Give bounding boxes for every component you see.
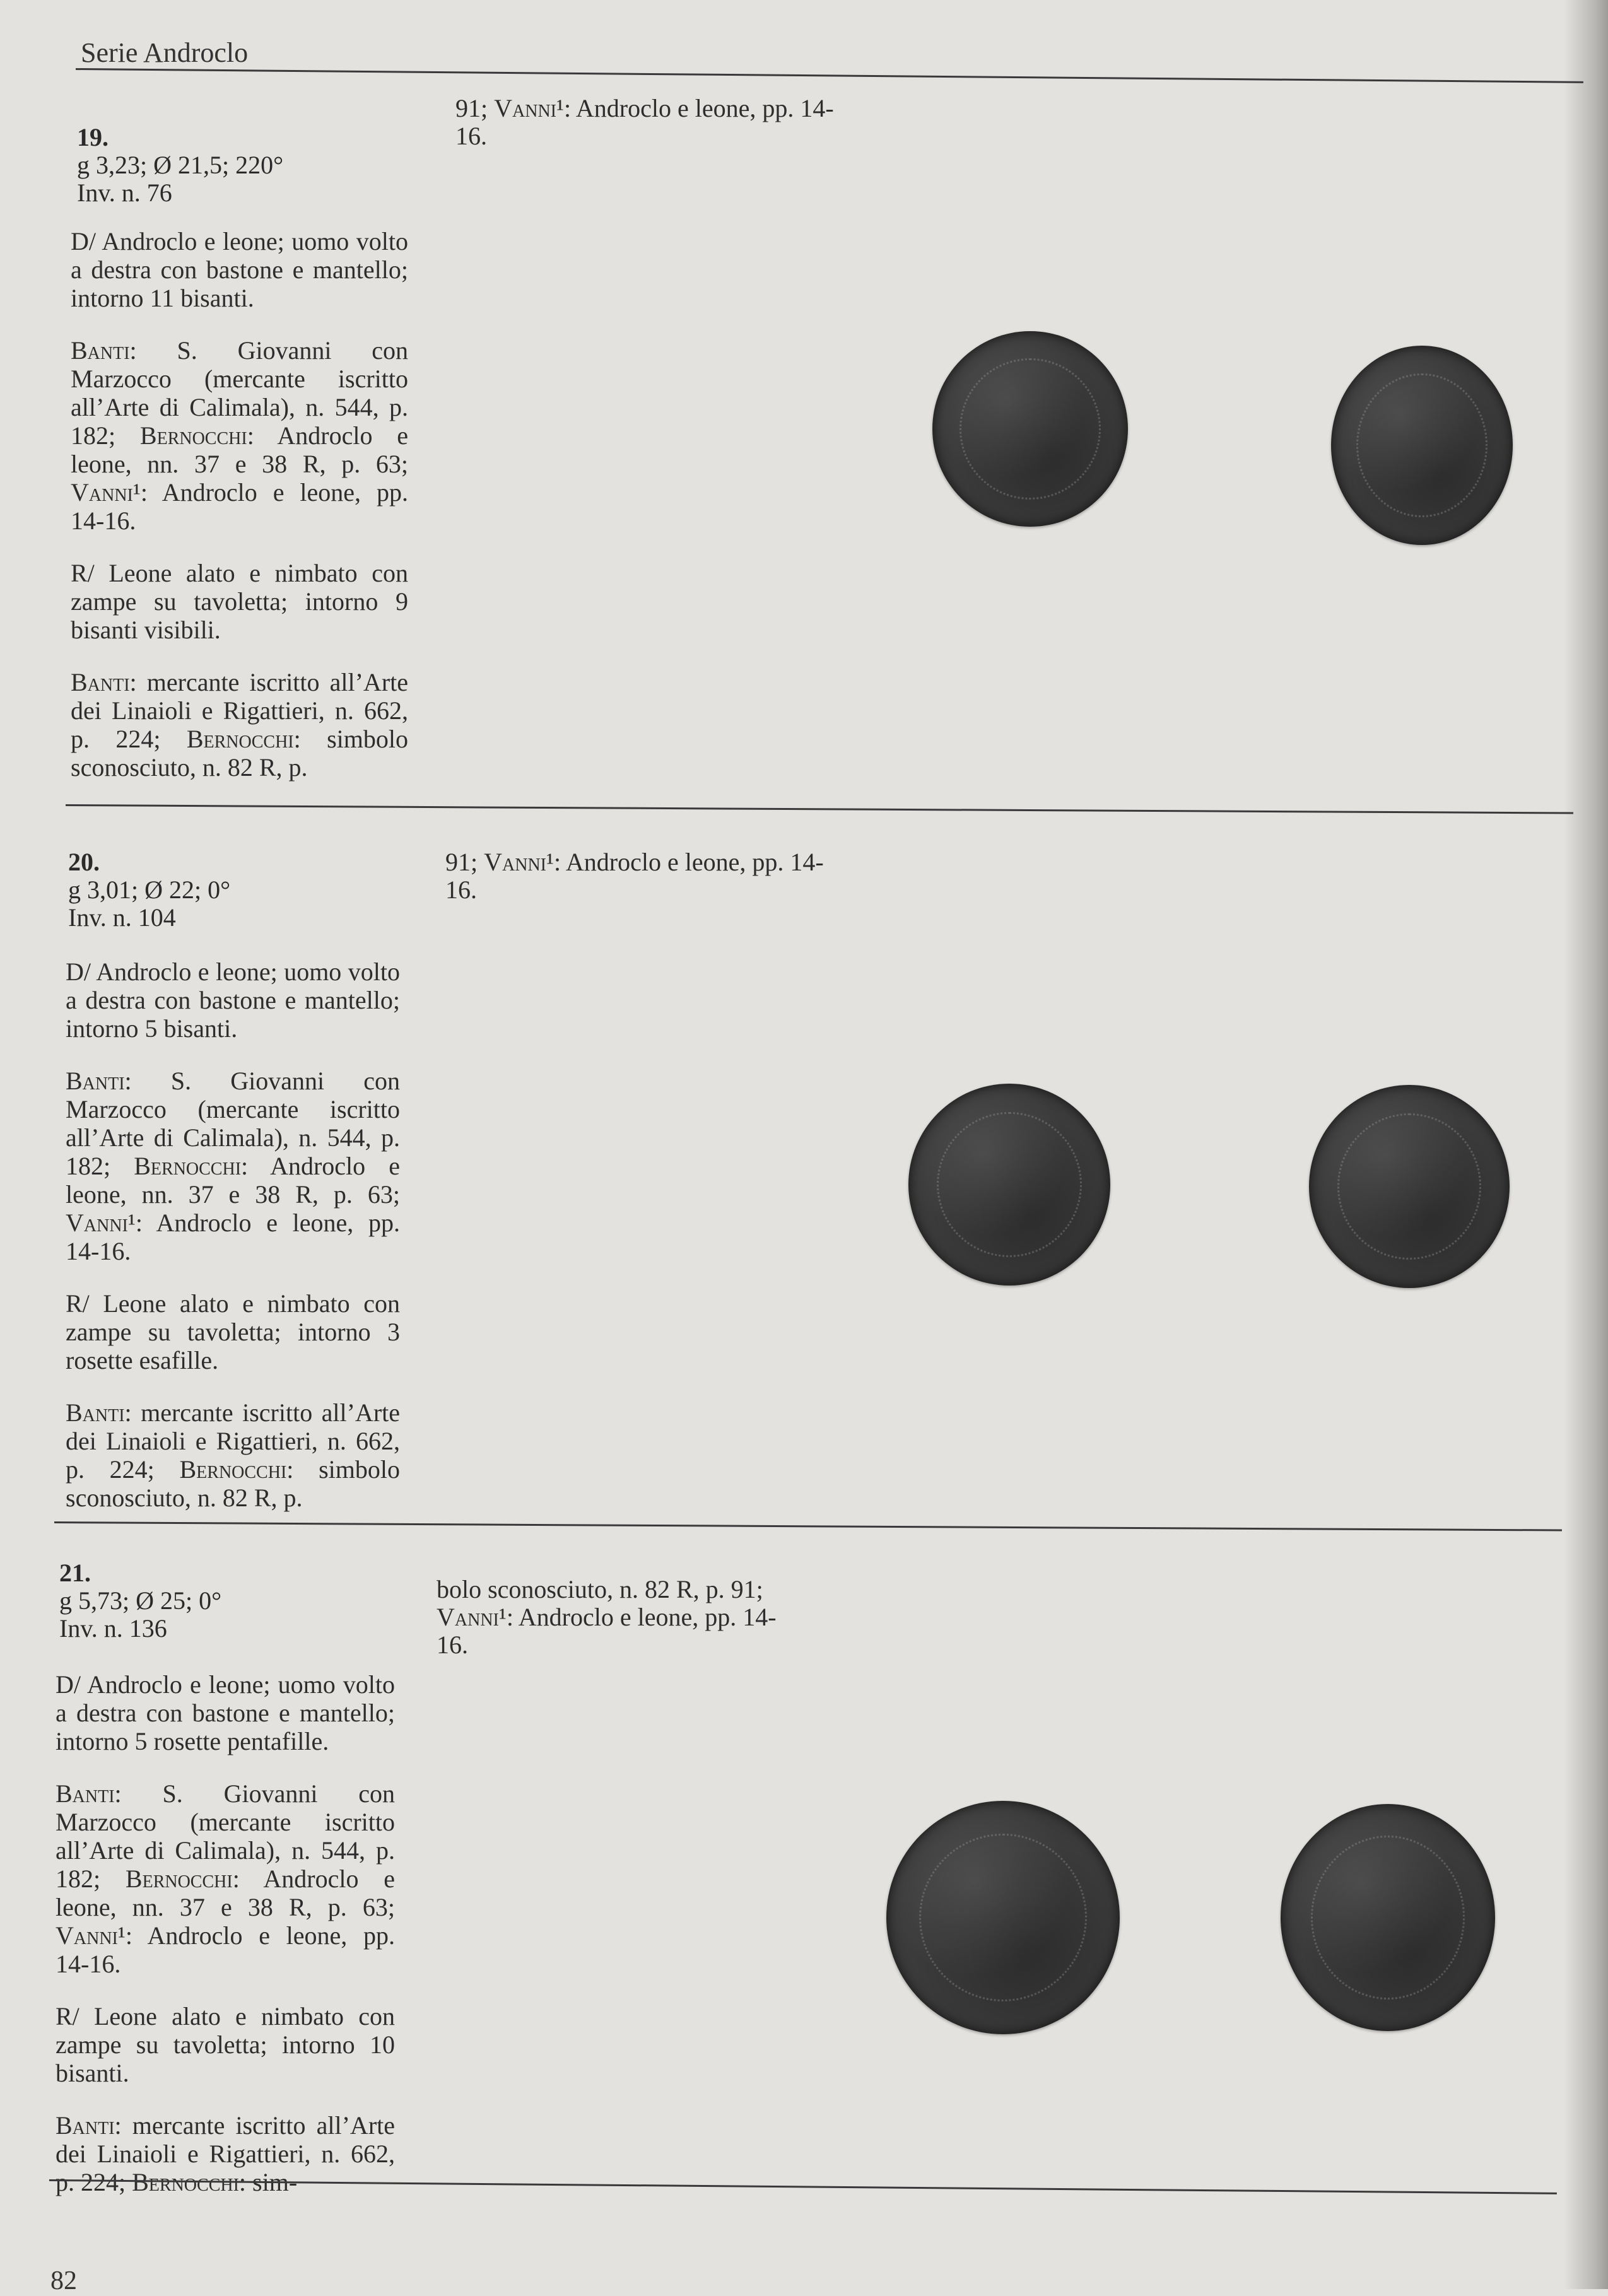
ref-text: simbolo sconosciuto, n. 82 R, p. — [71, 725, 409, 782]
ref-vanni: Vanni¹: — [494, 94, 572, 122]
ref-bernocchi: Bernocchi: — [134, 1152, 249, 1180]
coin-20-obverse-image — [908, 1084, 1110, 1286]
ref-vanni: Vanni¹: — [71, 478, 148, 507]
ref-banti: Banti: — [56, 2111, 122, 2140]
running-header: Serie Androclo — [81, 37, 249, 68]
ref-text: mercante iscritto all’Arte dei Linaioli e Rigattieri, n. 662, p. 224; — [71, 668, 409, 753]
reverse-description: R/ Leone alato e nimbato con zampe su tavoletta; intorno 10 bisanti. — [56, 2002, 395, 2087]
entry-weight-diameter: g 5,73; Ø 25; 0° — [59, 1586, 222, 1615]
ref-text: mercante iscritto all’Arte dei Linaioli e Rigattieri, n. 662, p. 224; — [66, 1398, 401, 1484]
entry-19-description — [71, 227, 408, 805]
ref-bernocchi: Bernocchi: — [125, 1865, 240, 1893]
reverse-references — [71, 668, 408, 782]
catalog-entry-20 — [68, 848, 230, 932]
entry-separator — [66, 804, 1573, 814]
ref-text: Androclo e leone, nn. 37 e 38 R, p. 63; — [66, 1152, 400, 1209]
entry-21-description — [56, 1670, 395, 2220]
reverse-references — [66, 1398, 400, 1512]
ref-text: Androclo e leone, nn. 37 e 38 R, p. 63; — [71, 421, 409, 478]
obverse-references — [71, 336, 408, 535]
ref-vanni: Vanni¹: — [56, 1921, 132, 1950]
catalog-entry-21 — [59, 1559, 221, 1643]
entry-21-continuation — [437, 1576, 790, 1659]
ref-text: Androclo e leone, pp. 14-16. — [445, 848, 824, 904]
coin-21-reverse-image — [1281, 1804, 1495, 2031]
ref-text: Androclo e leone, nn. 37 e 38 R, p. 63; — [56, 1865, 396, 1921]
coin-20-reverse-image — [1309, 1085, 1510, 1288]
ref-text: Androclo e leone, pp. 14-16. — [56, 1921, 395, 1978]
entry-number: 21. — [59, 1559, 91, 1587]
ref-text: S. Giovanni con Marzocco (mercante iscritto all’Arte di Calimala), n. 544, p. 182; — [71, 336, 409, 450]
coin-19-reverse-image — [1331, 346, 1513, 545]
page-number: 82 — [50, 2266, 77, 2295]
obverse-description: D/ Androclo e leone; uomo volto a destra con bastone e mantello; intorno 11 bisanti. — [71, 227, 408, 312]
ref-text: 91; — [445, 848, 478, 876]
ref-vanni: Vanni¹: — [66, 1209, 143, 1237]
header-rule — [76, 68, 1583, 83]
obverse-references — [56, 1779, 395, 1978]
entry-20-description — [66, 958, 400, 1536]
ref-text: 91; — [455, 94, 488, 122]
ref-bernocchi: Bernocchi: — [179, 1455, 294, 1484]
reverse-description: R/ Leone alato e nimbato con zampe su tavoletta; intorno 9 bisanti visibili. — [71, 559, 408, 644]
ref-vanni: Vanni¹: — [484, 848, 561, 876]
entry-weight-diameter: g 3,23; Ø 21,5; 220° — [77, 151, 284, 179]
ref-vanni: Vanni¹: — [437, 1603, 514, 1631]
ref-bernocchi: Bernocchi: — [186, 725, 301, 753]
entry-weight-diameter: g 3,01; Ø 22; 0° — [68, 876, 231, 904]
ref-bernocchi: Bernocchi: — [139, 421, 254, 450]
entry-19-continuation — [455, 95, 834, 150]
ref-text: sim- — [252, 2168, 298, 2196]
ref-text: S. Giovanni con Marzocco (mercante iscritto all’Arte di Calimala), n. 544, p. 182; — [66, 1067, 400, 1180]
catalog-entry-19 — [77, 124, 283, 207]
ref-text: Androclo e leone, pp. 14-16. — [71, 478, 408, 535]
obverse-description: D/ Androclo e leone; uomo volto a destra con bastone e mantello; intorno 5 rosette pentafille. — [56, 1670, 395, 1755]
coin-21-obverse-image — [886, 1801, 1120, 2034]
entry-20-continuation — [445, 848, 824, 904]
ref-text: mercante iscritto all’Arte dei Linaioli e Rigattieri, n. 662, p. 224; — [56, 2111, 396, 2196]
obverse-description: D/ Androclo e leone; uomo volto a destra con bastone e mantello; intorno 5 bisanti. — [66, 958, 400, 1043]
entry-inventory: Inv. n. 136 — [59, 1614, 167, 1643]
coin-19-obverse-image — [932, 331, 1128, 527]
entry-number: 19. — [77, 123, 109, 151]
ref-text: Androclo e leone, pp. 14-16. — [66, 1209, 400, 1265]
ref-banti: Banti: — [56, 1779, 122, 1808]
entry-inventory: Inv. n. 104 — [68, 903, 176, 932]
ref-bernocchi: Bernocchi: — [132, 2168, 247, 2196]
ref-text: S. Giovanni con Marzocco (mercante iscritto all’Arte di Calimala), n. 544, p. 182; — [56, 1779, 396, 1893]
obverse-references — [66, 1067, 400, 1265]
ref-text: bolo sconosciuto, n. 82 R, p. 91; — [437, 1575, 763, 1603]
reverse-description: R/ Leone alato e nimbato con zampe su tavoletta; intorno 3 rosette esafille. — [66, 1289, 400, 1374]
entry-inventory: Inv. n. 76 — [77, 179, 172, 207]
ref-banti: Banti: — [66, 1398, 132, 1427]
ref-banti: Banti: — [66, 1067, 132, 1095]
ref-text: simbolo sconosciuto, n. 82 R, p. — [66, 1455, 400, 1512]
entry-number: 20. — [68, 848, 100, 876]
ref-banti: Banti: — [71, 336, 137, 365]
ref-banti: Banti: — [71, 668, 137, 696]
page-edge-shadow — [1564, 0, 1608, 2289]
ref-text: Androclo e leone, pp. 14-16. — [437, 1603, 777, 1659]
ref-text: Androclo e leone, pp. 14-16. — [455, 94, 834, 150]
